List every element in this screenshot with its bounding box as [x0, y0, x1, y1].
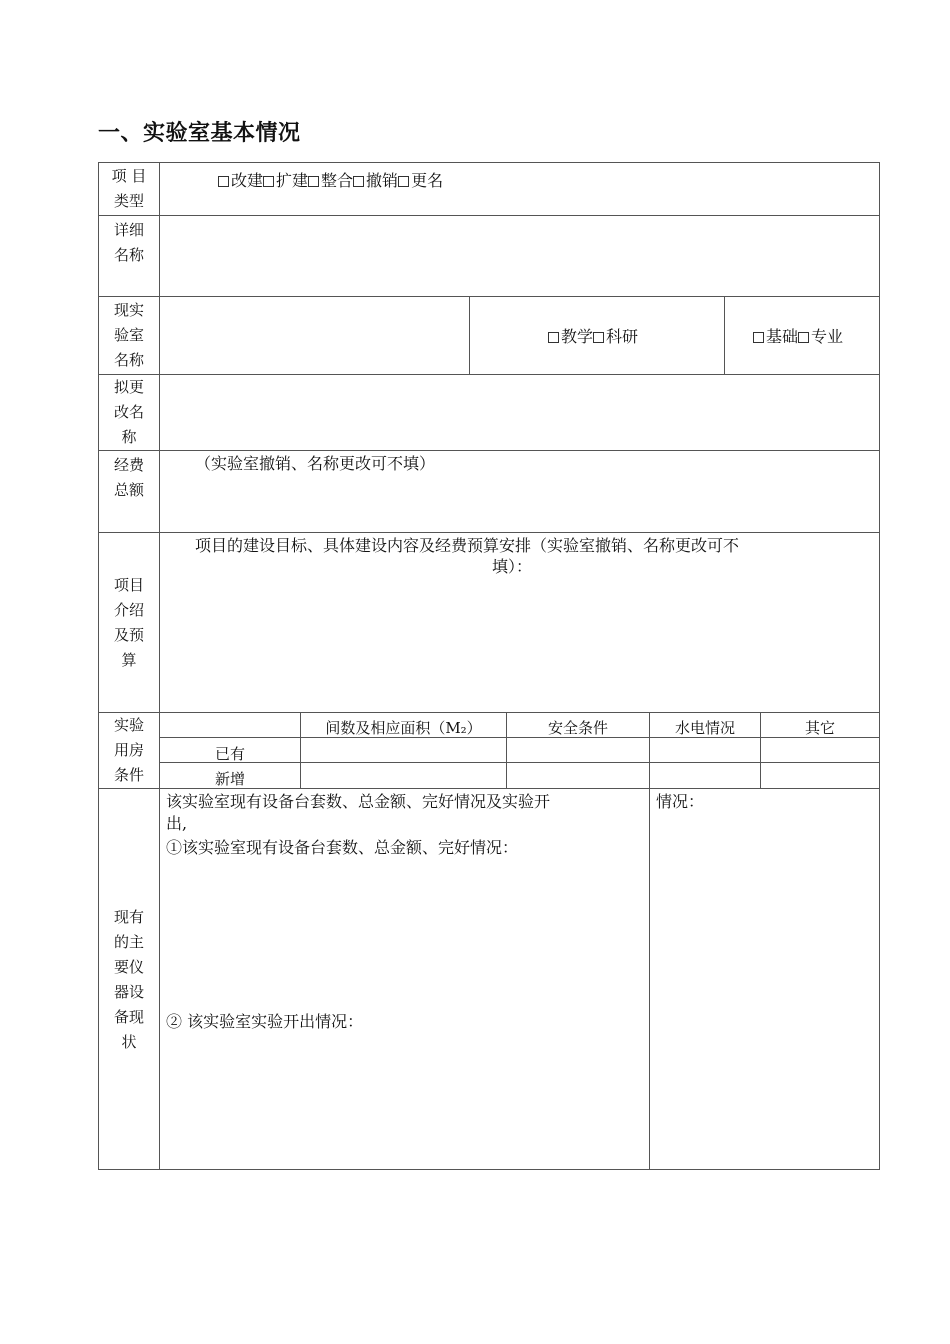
label-housing: [99, 713, 159, 788]
checkbox-icon: [753, 332, 764, 343]
header-safety: 安全条件: [547, 719, 608, 737]
proposed-name-field[interactable]: [161, 376, 879, 449]
lab-purpose-options: [548, 326, 638, 348]
checkbox-icon: [548, 332, 559, 343]
label-line: 名称: [113, 351, 144, 369]
checkbox-icon: [353, 176, 364, 187]
label-detail-name: [99, 216, 159, 270]
row-divider: [98, 532, 880, 533]
checkbox-basic[interactable]: 基础: [753, 327, 798, 346]
equipment-note-line-1: 该实验室现有设备台套数、总金额、完好情况及实验开: [166, 792, 551, 811]
checkbox-icon: [398, 176, 409, 187]
current-lab-name-field[interactable]: [161, 298, 469, 373]
label-line: 状: [121, 1032, 137, 1051]
equipment-right-note: 情况：: [656, 792, 705, 811]
label-line: 及预: [113, 625, 144, 644]
row-divider: [98, 450, 880, 451]
section-title: 一、实验室基本情况: [98, 121, 301, 146]
label-line: 拟更: [113, 378, 144, 396]
row-new: 新增: [214, 770, 245, 788]
label-line: 详细: [113, 221, 144, 239]
label-line: 总额: [113, 481, 144, 499]
label-line: 称: [121, 428, 137, 446]
intro-note-line-1: 项目的建设目标、具体建设内容及经费预算安排（实验室撤销、名称更改可不: [195, 536, 740, 555]
label-line: 要仪: [113, 957, 144, 976]
equipment-note-line-2: 出,: [166, 814, 188, 833]
label-intro-budget: [99, 533, 159, 712]
label-proposed-name: [99, 375, 159, 450]
label-line: 项目: [113, 575, 144, 594]
detail-name-field[interactable]: [161, 217, 879, 295]
checkbox-merge[interactable]: 整合: [308, 171, 353, 190]
label-line: 介绍: [113, 600, 144, 619]
label-line: 条件: [113, 766, 144, 784]
label-line: 改名: [113, 403, 144, 421]
label-line: 备现: [113, 1007, 144, 1026]
lab-level-options: [753, 326, 843, 348]
label-column-divider: [159, 162, 160, 1170]
project-type-options: [218, 170, 443, 192]
row-divider: [98, 374, 880, 375]
header-utilities: 水电情况: [674, 719, 735, 737]
cell-divider: [469, 296, 470, 374]
row-divider: [98, 215, 880, 216]
checkbox-icon: [263, 176, 274, 187]
label-line: 验室: [113, 326, 144, 344]
label-line: 的主: [113, 932, 144, 951]
header-rooms-area: 间数及相应面积（M₂）: [325, 719, 482, 737]
checkbox-icon: [798, 332, 809, 343]
checkbox-rename[interactable]: 更名: [398, 171, 443, 190]
checkbox-icon: [593, 332, 604, 343]
label-current-lab: [99, 297, 159, 374]
intro-note-line-2: 填）：: [492, 557, 533, 576]
equipment-item-1: ①该实验室现有设备台套数、总金额、完好情况：: [166, 838, 519, 857]
checkbox-research[interactable]: 科研: [593, 327, 638, 346]
label-line: 名称: [113, 246, 144, 264]
label-total-funds: [99, 451, 159, 505]
header-other: 其它: [804, 719, 835, 737]
checkbox-expand[interactable]: 扩建: [263, 171, 308, 190]
label-line: 器设: [113, 982, 144, 1001]
checkbox-rebuild[interactable]: 改建: [218, 171, 263, 190]
label-line: 经费: [113, 456, 144, 474]
label-line: 项 目: [111, 167, 147, 185]
label-line: 算: [121, 650, 137, 669]
funds-note: （实验室撤销、名称更改可不填）: [195, 454, 436, 473]
cell-divider: [724, 296, 725, 374]
label-line: 用房: [113, 741, 144, 759]
checkbox-teaching[interactable]: 教学: [548, 327, 593, 346]
label-line: 现实: [113, 301, 144, 319]
checkbox-icon: [308, 176, 319, 187]
row-divider: [98, 712, 880, 713]
row-existing: 已有: [214, 745, 245, 763]
equipment-item-2: ② 该实验室实验开出情况：: [166, 1012, 364, 1031]
label-equipment: [99, 789, 159, 1170]
cell-divider: [649, 788, 650, 1170]
label-line: 现有: [113, 907, 144, 926]
label-line: 类型: [113, 192, 144, 210]
label-project-type: [99, 163, 159, 215]
checkbox-professional[interactable]: 专业: [798, 327, 843, 346]
label-line: 实验: [113, 716, 144, 734]
checkbox-icon: [218, 176, 229, 187]
checkbox-cancel[interactable]: 撤销: [353, 171, 398, 190]
row-divider: [98, 296, 880, 297]
